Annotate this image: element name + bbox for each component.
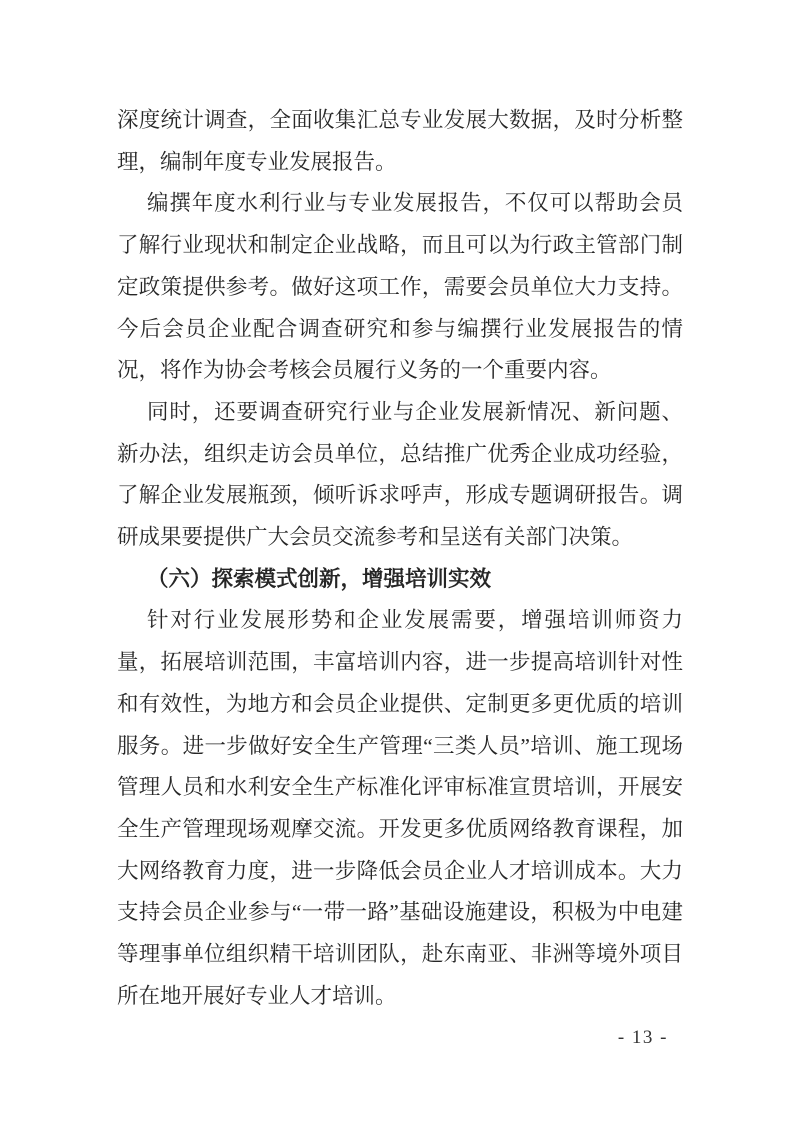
body-paragraph: 针对行业发展形势和企业发展需要，增强培训师资力量，拓展培训范围，丰富培训内容，进一步提高培训针对性和有效性，为地方和会员企业提供、定制更多更优质的培训服务。进一步做好安全生产管理“三类人员”培训、施工现场管理人员和水利安全生产标准化评审标准宣贯培训，开展安全生产管理现场观摩交流。开发更多优质网络教育课程，加大网络教育力度，进一步降低会员企业人才培训成本。大力支持会员企业参与“一带一路”基础设施建设，积极为中电建等理事单位组织精干培训团队，赴东南亚、非洲等境外项目所在地开展好专业人才培训。: [117, 608, 683, 1008]
body-paragraph: 编撰年度水利行业与专业发展报告，不仅可以帮助会员了解行业现状和制定企业战略，而且可以为行政主管部门制定政策提供参考。做好这项工作，需要会员单位大力支持。今后会员企业配合调查研究和参与编撰行业发展报告的情况，将作为协会考核会员履行义务的一个重要内容。: [117, 191, 683, 383]
text-content: [117, 100, 683, 1017]
body-paragraph: 深度统计调查，全面收集汇总专业发展大数据，及时分析整理，编制年度专业发展报告。: [117, 108, 683, 174]
page-number: - 13 -: [617, 1027, 668, 1048]
section-heading: （六）探索模式创新，增强培训实效: [147, 566, 492, 591]
body-paragraph: 同时，还要调查研究行业与企业发展新情况、新问题、新办法，组织走访会员单位，总结推广优秀企业成功经验，了解企业发展瓶颈，倾听诉求呼声，形成专题调研报告。调研成果要提供广大会员交流参考和呈送有关部门决策。: [117, 399, 683, 550]
